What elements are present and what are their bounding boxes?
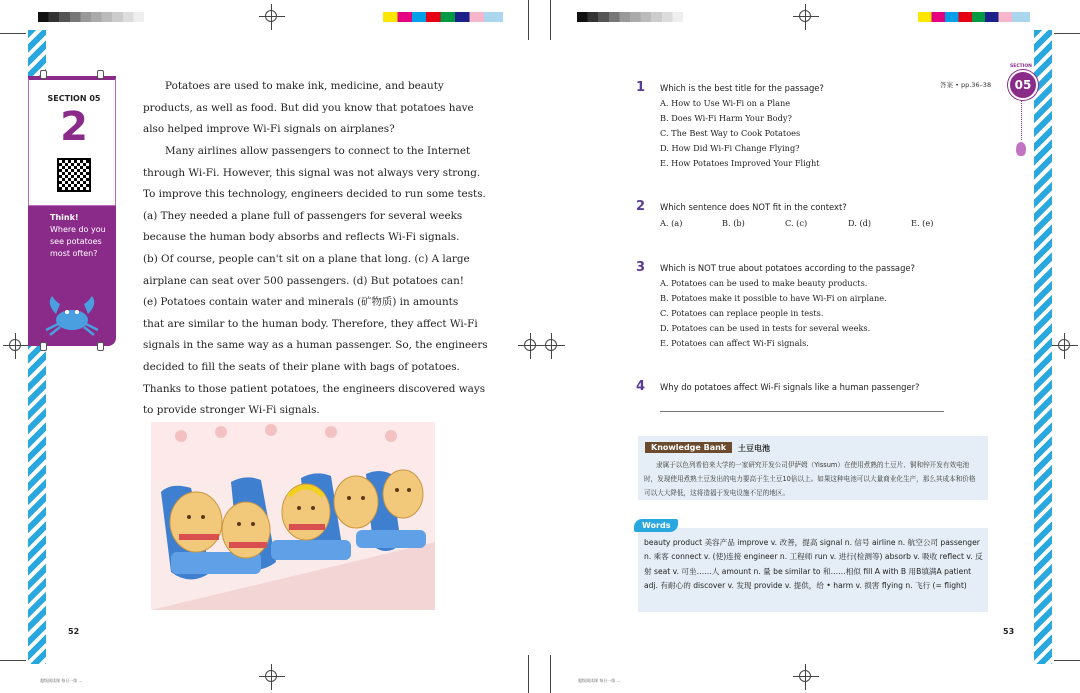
passage-line: Many airlines allow passengers to connect to the Internet [165,145,471,157]
color-swatch-bar-right [918,12,1030,22]
tab-ring [40,342,47,351]
answer-option[interactable]: A. (a) [660,218,683,228]
answer-option[interactable]: A. Potatoes can be used to make beauty products. [660,278,868,288]
gray-swatch-bar-left [38,12,144,22]
print-footer-left: 超级阅读课 每日一练 ... [40,678,83,683]
section-badge: 05 [1008,70,1038,100]
trim-line [550,655,551,693]
crop-mark-icon [793,4,819,30]
passage-line: also helped improve Wi-Fi signals on airplanes? [143,123,395,136]
page-number-left: 52 [68,627,80,636]
think-line: most often? [50,249,98,258]
words-text: beauty product 美容产品 improve v. 改善，提高 signal n. 信号 airline n. 航空公司 passenger n. 乘客 connect v. (使)连接 engineer n. 工程师 run v. 进行(检测等) absorb v. 吸收 reflect v. 反射 seat v. 可坐……人 amount n. 量 be similar to 和……相似 fill A with B 用B填满A patient adj. 有耐心的 discover v. 发现 provide v. 提供，给 • harm v. 损害 flying n. 飞行 (= flight) [644,538,983,591]
answer-option[interactable]: B. Potatoes make it possible to have Wi-Fi on airplane. [660,293,887,303]
trim-line [528,655,529,693]
question-number: 1 [636,80,646,95]
question-number: 4 [636,379,646,394]
gray-swatch-bar-right [577,12,683,22]
section-number: 2 [60,104,88,150]
answer-option[interactable]: B. Does Wi-Fi Harm Your Body? [660,113,792,123]
tab-ring [97,70,104,79]
passage-line: (a) They needed a plane full of passengers for several weeks [143,209,463,222]
question-number: 2 [636,199,646,214]
trim-line [528,0,529,40]
words-label: Words [634,519,678,532]
tab-ring [97,342,104,351]
tab-ring [40,70,47,79]
passage-paragraph-2 [143,141,488,422]
answer-option[interactable]: C. (c) [785,218,808,228]
potato-passengers-illustration [151,422,435,610]
crop-mark-icon [1052,333,1078,359]
passage-paragraph-1 [143,76,474,141]
passage-line: airplane can seat over 500 passengers. (d) But potatoes can! [143,274,464,287]
trim-line [1054,33,1080,34]
badge-dotted-line [1021,100,1022,140]
trim-line [0,33,26,34]
qr-code-icon[interactable] [57,158,91,192]
crop-mark-icon [539,333,565,359]
crop-mark-icon [3,333,29,359]
answer-option[interactable]: A. How to Use Wi-Fi on a Plane [660,98,791,108]
passage-line: products, as well as food. But did you know that potatoes have [143,101,474,114]
answer-option[interactable]: E. How Potatoes Improved Your Flight [660,158,820,168]
question-text: Which is NOT true about potatoes according to the passage? [660,263,915,273]
crop-mark-icon [259,664,285,690]
knowledge-bank-label: Knowledge Bank [645,442,732,453]
think-line: see potatoes [50,237,102,246]
think-box [50,212,112,260]
badge-pin-icon [1016,142,1026,156]
passage-line: (e) Potatoes contain water and minerals (矿物质) in amounts [143,296,459,309]
question-number: 3 [636,260,646,275]
page-number-right: 53 [1003,627,1015,636]
question-text: Which is the best title for the passage? [660,83,824,93]
crab-icon [42,290,102,338]
trim-line [0,660,26,661]
passage-line: to provide stronger Wi-Fi signals. [143,404,320,417]
crop-mark-icon [259,4,285,30]
answer-write-line[interactable] [660,411,944,412]
passage-line: Thanks to those patient potatoes, the engineers discovered ways [143,382,486,395]
answer-reference: 答案 • pp.36–38 [940,81,992,89]
passage-line: (b) Of course, people can't sit on a plane that long. (c) A large [143,252,470,265]
print-footer-right: 超级阅读课 每日一练 ... [578,678,621,683]
passage-line: through Wi-Fi. However, this signal was not always very strong. [143,166,481,179]
trim-line [1054,660,1080,661]
answer-option[interactable]: C. Potatoes can replace people in tests. [660,308,824,318]
passage-line: because the human body absorbs and reflects Wi-Fi signals. [143,231,460,244]
color-swatch-bar-left [383,12,503,22]
trim-line [550,0,551,40]
answer-option[interactable]: D. How Did Wi-Fi Change Flying? [660,143,800,153]
passage-line: Potatoes are used to make ink, medicine, and beauty [165,80,444,92]
think-line: Where do you [50,225,106,234]
section-label: SECTION 05 [47,94,101,103]
answer-option[interactable]: D. Potatoes can be used in tests for several weeks. [660,323,871,333]
think-heading: Think! [50,213,79,222]
question-text: Which sentence does NOT fit in the context? [660,202,847,212]
right-edge-stripe [1034,30,1052,664]
knowledge-bank-title: 土豆电池 [738,444,770,453]
knowledge-bank-text: 隶属于以色列希伯来大学的一家研究开发公司伊萨姆（Yissum）在使用煮熟的土豆片、铜和锌开发有效电池时，发现使用煮熟土豆发出的电力要高于生土豆10倍以上。如果这种电池可以大量商业化生产，那么其成本和价格可以大大降低，这将造福于发电设施不足的地区。 [644,461,976,497]
answer-option[interactable]: B. (b) [722,218,745,228]
section-badge-label: SECTION [1010,64,1032,69]
passage-line: that are similar to the human body. Therefore, they affect Wi-Fi [143,317,478,330]
answer-option[interactable]: C. The Best Way to Cook Potatoes [660,128,801,138]
answer-option[interactable]: E. (e) [911,218,934,228]
answer-option[interactable]: D. (d) [848,218,872,228]
passage-line: To improve this technology, engineers decided to run some tests. [143,188,486,201]
passage-line: decided to fill the seats of their plane with bags of potatoes. [143,360,460,373]
answer-option[interactable]: E. Potatoes can affect Wi-Fi signals. [660,338,809,348]
question-text: Why do potatoes affect Wi-Fi signals like a human passenger? [660,382,920,392]
passage-line: signals in the same way as a human passenger. So, the engineers [143,339,488,352]
crop-mark-icon [793,664,819,690]
